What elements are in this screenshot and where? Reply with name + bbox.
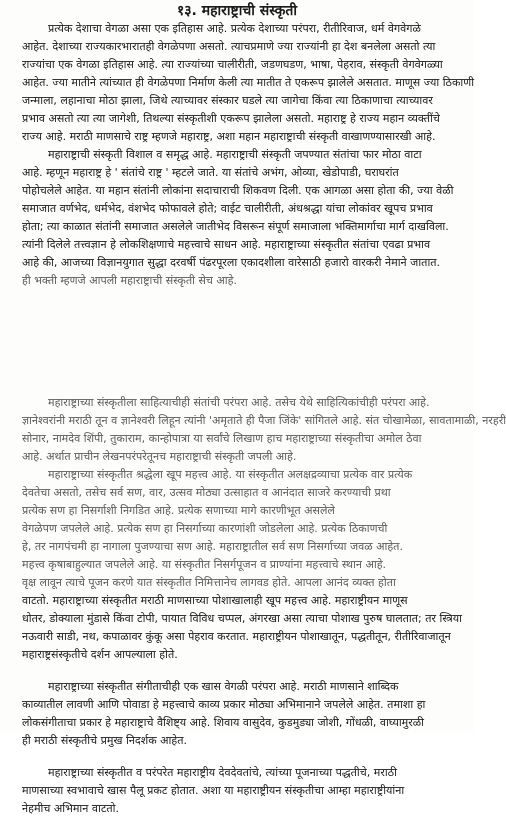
text-line: होता; त्या काळात संतांनी समाजात असलेले जातीभेद विसरून संपूर्ण समाजाला भक्तिमार्गाचा मार्ग दाखविला. xyxy=(22,220,449,233)
text-line: राज्य आहे. मराठी माणसाचे राष्ट्र म्हणजे महाराष्ट्र, अशा महान महाराष्ट्राची संस्कृती वाखाणण्यासारखी आहे. xyxy=(22,130,436,143)
text-line: ही मराठी संस्कृतीचे प्रमुख निदर्शक आहेत. xyxy=(22,734,188,747)
text-line: महत्त्व कृषाबाहुल्यात जपलेले आहे. या संस्कृतीत निसर्गपूजन व प्राण्यांना महत्त्वाचे स्थान आहे. xyxy=(22,558,387,571)
text-line: महाराष्ट्राची संस्कृती विशाल व समृद्ध आहे. महाराष्ट्राची संस्कृती जपण्यात संतांचा फार मोठा वाटा xyxy=(48,148,422,161)
text-line: समाजात वर्णभेद, धर्मभेद, वंशभेद फोफावले होते; वाईट चालीरीती, अंधश्रद्धा यांचा लोकांवर खूपच प्रभाव xyxy=(22,202,433,215)
paragraph-gap xyxy=(22,750,468,764)
text-line: महाराष्ट्राच्या संस्कृतीला साहित्याचीही संतांची परंपरा आहे. तसेच येथे साहित्यिकांचीही परंपरा आहे. xyxy=(48,396,430,409)
text-line: माणसाच्या स्वभावाचे खास पैलू प्रकट होतात. अशा या महाराष्ट्रीयन संस्कृतीचा आम्हा महाराष्ट्रीयांना xyxy=(22,784,405,797)
text-line: आहेत. देशाच्या राज्यकारभारातही वेगळेपणा असतो. त्याचप्रमाणे ज्या राज्यांनी हा देश बनलेला असतो त्या xyxy=(22,40,436,53)
text-line: आहे. अर्थात प्राचीन लेखनपरंपरेतूनच महाराष्ट्राची संस्कृती जपली आहे. xyxy=(22,450,297,463)
text-line: प्रभाव असतो त्या त्या जागेशी, तिथल्या संस्कृतीशी एकरूप झालेला असतो. महाराष्ट्र हे राज्य महान व्यक्तींचे xyxy=(22,112,440,125)
text-line: ज्ञानेश्वरांनी मराठी तून व ज्ञानेश्वरी लिहून त्यांनी 'अमृताते ही पैजा जिंके' सांगितले आहे. संत चोखामेळा, सावतामाळी, नरहरी xyxy=(22,414,506,427)
text-line: जन्माला, लहानाचा मोठा झाला, जिथे त्याच्यावर संस्कार घडले त्या जागेचा किंवा त्या ठिकाणाचा त्याच्यावर xyxy=(22,94,433,107)
text-line: आहे की, आजच्या विज्ञानयुगात सुद्धा दरवर्षी पंढरपूरला एकादशीला वारेसाठी हजारो वारकरी नेमाने जातात. xyxy=(22,256,441,269)
text-line: महाराष्ट्राच्या संस्कृतीत संगीताचीही एक खास वेगळी परंपरा आहे. मराठी माणसाने शाब्दिक xyxy=(48,680,399,693)
text-line: वाटतो. महाराष्ट्राच्या संस्कृतीत मराठी माणसाच्या पोशाखालाही खूप महत्त्व आहे. महाराष्ट्रीयन माणूस xyxy=(22,594,408,607)
text-line: धोतर, डोक्याला मुंडासे किंवा टोपी, पायात विविध चप्पल, अंगरखा असा त्याचा पोशाख पुरुष घालतात; तर स्त्रिया xyxy=(22,612,462,625)
text-line: राज्यांचा एक वेगळा इतिहास आहे. त्या राज्यांच्या चालीरीती, जडणघडण, भाषा, पेहराव, संस्कृती वेगवेगळ्या xyxy=(22,58,443,71)
paragraph-gap xyxy=(22,664,468,678)
text-line: महाराष्ट्रसंस्कृतीचे दर्शन आपल्याला होते. xyxy=(22,648,178,661)
text-line: महाराष्ट्राच्या संस्कृतीत श्रद्धेला खूप महत्त्व आहे. या संस्कृतीत अलक्षद्रव्याचा प्रत्येक वार प्रत्येक xyxy=(48,468,413,481)
text-line: सोनार, नामदेव शिंपी, तुकाराम, कान्होपात्रा या सर्वांचे लिखाण हाच महाराष्ट्राच्या संस्कृतीचा अमोल ठेवा xyxy=(22,432,422,445)
text-line: काव्यातील लावणी आणि पोवाडा हे महत्त्वाचे काव्य प्रकार मोठ्या अभिमानाने जपलेले आहेत. तमाशा हा xyxy=(22,698,426,711)
text-line: देवतेचा असतो, तसेच सर्व सण, वार, उत्सव मोठ्या उत्साहात व आनंदात साजरे करण्याची प्रथा xyxy=(22,486,391,499)
text-line: ही भक्ती म्हणजे आपली महाराष्ट्राची संस्कृती सेच आहे. xyxy=(22,274,237,287)
text-line: नऊवारी साडी, नथ, कपाळावर कुंकू असा पेहराव करतात. महाराष्ट्रीयन पोशाखातून, पद्धतीतून, रीतीरिवाजातून xyxy=(22,630,451,643)
text-line: प्रत्येक देशाचा वेगळा असा एक इतिहास आहे. प्रत्येक देशाच्या परंपरा, रीतीरिवाज, धर्म वेगवेगळे xyxy=(48,22,421,35)
text-line: आहे. म्हणून महाराष्ट्र हे ' संतांचे राष्ट्र ' म्हटले जाते. या संतांचे अभंग, ओव्या, खेडोपाडी, घराघरांत xyxy=(22,166,399,179)
paragraph-1 xyxy=(22,20,475,398)
text-line: प्रत्येक सण हा निसर्गाशी निगडित आहे. प्रत्येक सणाच्या मागे कारणीभूत असलेले xyxy=(22,504,335,517)
text-line: पोहोचलेले आहेत. या महान संतांनी लोकांना सदाचाराची शिकवण दिली. एक आगळा असा होता की, ज्या वेळी xyxy=(22,184,454,197)
page-title: १३. महाराष्ट्राची संस्कृती xyxy=(177,3,297,19)
text-line: लोकसंगीताचा प्रकार हे महाराष्ट्राचे वैशिष्ट्य आहे. शिवाय वासुदेव, कुडमुड्या जोशी, गोंधळी, वाघ्यामुरळी xyxy=(22,716,424,729)
text-line: हे, तर नागपंचमी हा नागाला पुजण्याचा सण आहे. महाराष्ट्रातील सर्व सण निसर्गाच्या जवळ आहेत. xyxy=(22,540,403,553)
text-line: त्यांनी दिलेले तत्त्वज्ञान हे लोकशिक्षणाचे महत्त्वाचे साधन आहे. महाराष्ट्राच्या संस्कृतीत संतांचा एवढा प्रभाव xyxy=(22,238,431,251)
text-line: महाराष्ट्राच्या संस्कृतीत व परंपरेत महाराष्ट्रीय देवदेवतांचे, त्यांच्या पूजनाच्या पद्धतीचे, मराठी xyxy=(48,766,397,779)
text-line: आहेत. ज्या मातीने त्यांच्यात ही वेगळेपणा निर्माण केली त्या मातीत ते एकरूप झालेले असतात. माणूस ज्या ठिकाणी xyxy=(22,76,475,89)
text-line: वेगळेपण जपलेले आहे. प्रत्येक सण हा निसर्गाच्या कारणांशी जोडलेला आहे. प्रत्येक ठिकाणची xyxy=(22,522,388,535)
text-line: नेहमीच अभिमान वाटतो. xyxy=(22,802,119,815)
paragraph-2 xyxy=(22,394,506,815)
text-line: वृक्ष लावून त्याचे पूजन करणे यात संस्कृतीत निमित्तानेच लागवड होते. आपला आनंद व्यक्त होता xyxy=(22,576,396,589)
